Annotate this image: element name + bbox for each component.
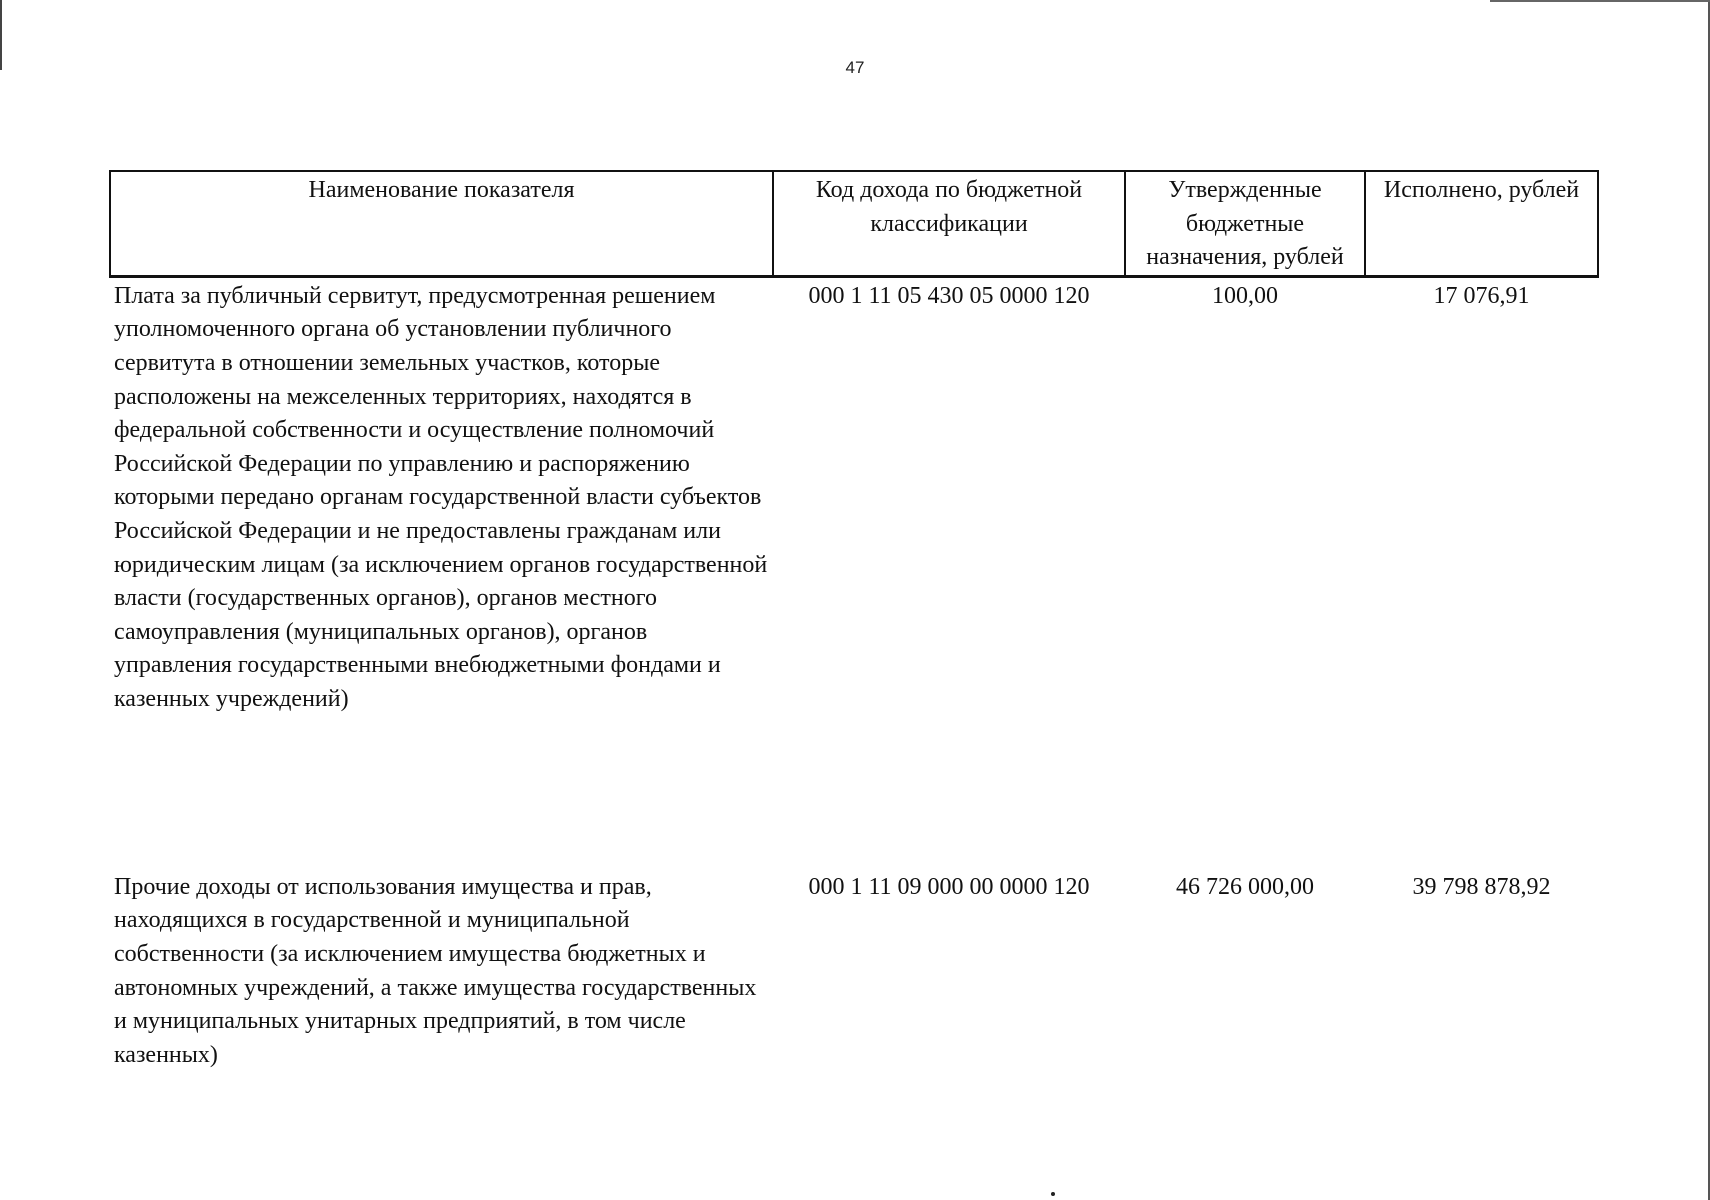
- row-name: Плата за публичный сервитут, предусмотренная решением уполномоченного органа об установлении публичного сервитута в отношении земельных участков, которые расположены на межселенных территориях, находятся в федеральной собственности и осуществление полномочий Российской Федерации по управлению и распоряжению которыми передано органам государственной власти субъектов Российской Федерации и не предоставлены гражданам или юридическим лицам (за исключением органов государственной власти (государственных органов), органов местного самоуправления (муниципальных органов), органов управления государственными внебюджетными фондами и казенных учреждений): [114, 282, 768, 712]
- header-name: Наименование показателя: [110, 171, 773, 276]
- scan-edge-top: [1490, 0, 1710, 2]
- table-body: [110, 276, 1598, 1121]
- row-approved: 46 726 000,00: [1176, 873, 1314, 900]
- row-code: 000 1 11 09 000 00 0000 120: [808, 873, 1090, 900]
- row-name: Прочие доходы от использования имущества и прав, находящихся в государственной и муниципальной собственности (за исключением имущества бюджетных и автономных учреждений, а также имущества государственных и муниципальных унитарных предприятий, в том числе казенных): [114, 873, 757, 1068]
- income-table: [109, 170, 1599, 1121]
- header-code: Код дохода по бюджетной классификации: [773, 171, 1125, 276]
- header-approved: Утвержденные бюджетные назначения, рублей: [1125, 171, 1365, 276]
- row-code: 000 1 11 05 430 05 0000 120: [808, 282, 1090, 309]
- table-row: [110, 869, 1598, 1121]
- row-executed: 39 798 878,92: [1412, 873, 1551, 900]
- row-approved: 100,00: [1212, 282, 1278, 309]
- table-row: [110, 276, 1598, 869]
- page-number: 47: [845, 58, 865, 77]
- table-header: [110, 171, 1598, 276]
- header-executed: Исполнено, рублей: [1365, 171, 1598, 276]
- scan-speck: [1051, 1192, 1055, 1196]
- row-executed: 17 076,91: [1433, 282, 1530, 309]
